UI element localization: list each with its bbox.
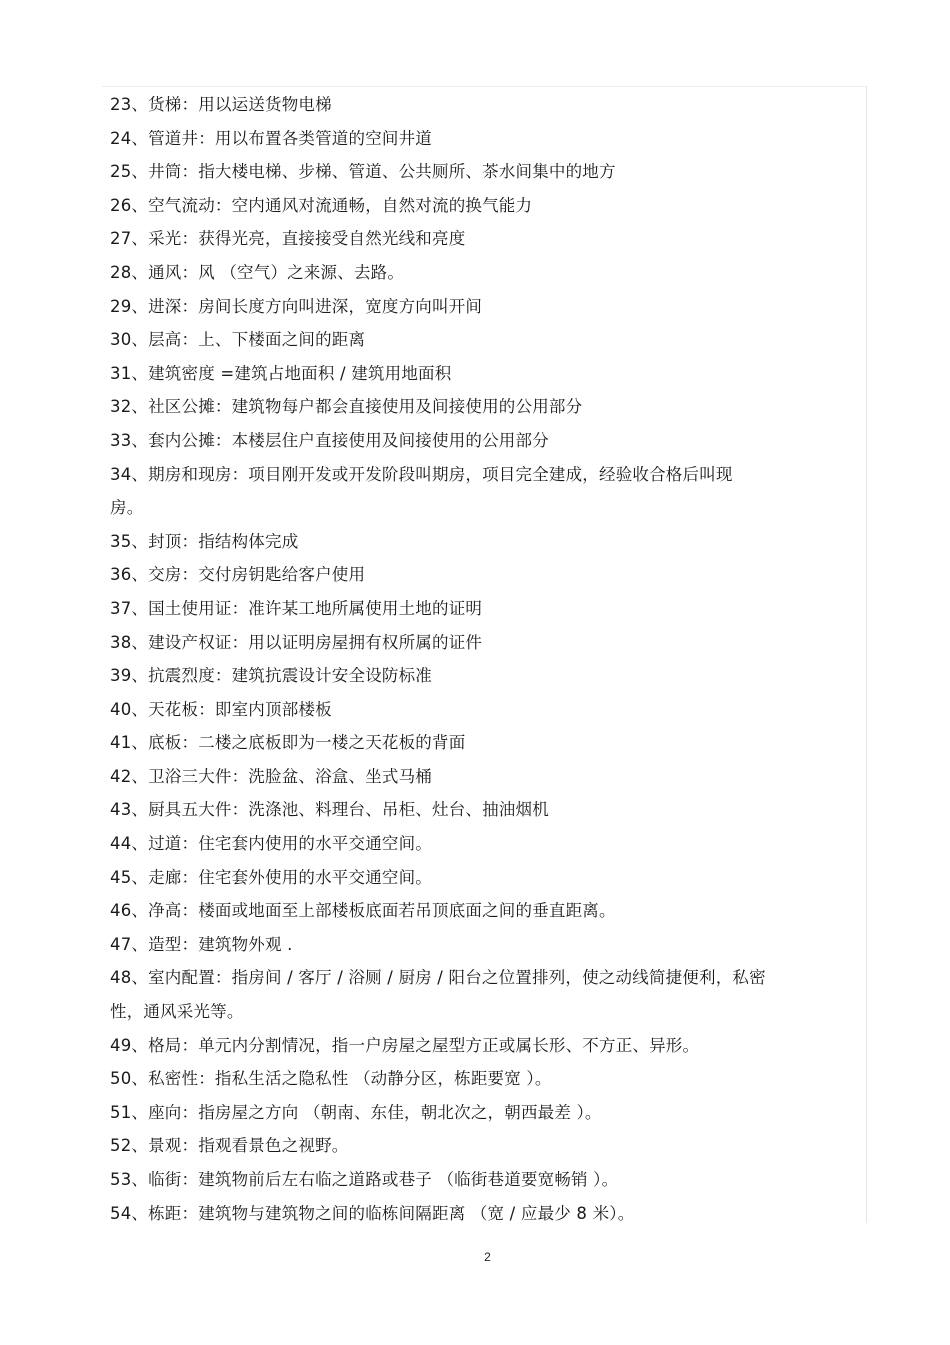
entry-39: 39、抗震烈度：建筑抗震设计安全设防标准 [110,666,432,686]
entry-42: 42、卫浴三大件：洗脸盆、浴盒、坐式马桶 [110,766,432,786]
entry-52: 52、景观：指观看景色之视野。 [110,1136,349,1156]
entry-49: 49、格局：单元内分割情况，指一户房屋之屋型方正或属长形、不方正、异形。 [110,1035,700,1055]
entry-43: 43、厨具五大件：洗涤池、料理台、吊柜、灶台、抽油烟机 [110,800,549,820]
document-body [110,88,850,1230]
entry-54: 54、栋距：建筑物与建筑物之间的临栋间隔距离 （宽 / 应最少 8 米）。 [110,1203,635,1223]
entry-27: 27、采光：获得光亮，直接接受自然光线和亮度 [110,229,466,249]
entry-29: 29、进深：房间长度方向叫进深，宽度方向叫开间 [110,296,483,316]
entry-45: 45、走廊：住宅套外使用的水平交通空间。 [110,867,432,887]
entry-51: 51、座向：指房屋之方向 （朝南、东佳，朝北次之，朝西最差 ）。 [110,1102,602,1122]
page-number: 2 [484,1250,491,1264]
entry-25: 25、井筒：指大楼电梯、步梯、管道、公共厕所、茶水间集中的地方 [110,162,616,182]
entry-33: 33、套内公摊：本楼层住户直接使用及间接使用的公用部分 [110,430,549,450]
entry-37: 37、国土使用证：准许某工地所属使用土地的证明 [110,598,483,618]
entry-38: 38、建设产权证：用以证明房屋拥有权所属的证件 [110,632,483,652]
entry-26: 26、空气流动：空内通风对流通畅，自然对流的换气能力 [110,195,533,215]
entry-23: 23、货梯：用以运送货物电梯 [110,95,332,114]
entry-31: 31、建筑密度 =建筑占地面积 / 建筑用地面积 [110,363,452,383]
entry-41: 41、底板：二楼之底板即为一楼之天花板的背面 [110,733,466,753]
entry-30: 30、层高：上、下楼面之间的距离 [110,330,366,350]
entry-46: 46、净高：楼面或地面至上部楼板底面若吊顶底面之间的垂直距离。 [110,901,616,921]
entry-28: 28、通风：风 （空气）之来源、去路。 [110,262,405,282]
entry-34: 34、期房和现房：项目刚开发或开发阶段叫期房，项目完全建成，经验收合格后叫现 [110,464,733,484]
entry-32: 32、社区公摊：建筑物每户都会直接使用及间接使用的公用部分 [110,397,583,417]
entry-50: 50、私密性：指私生活之隐私性 （动静分区，栋距要宽 ）。 [110,1069,552,1089]
entry-48-continued: 性，通风采光等。 [110,1002,244,1022]
entry-40: 40、天花板：即室内顶部楼板 [110,699,332,719]
entry-36: 36、交房：交付房钥匙给客户使用 [110,565,366,585]
entry-44: 44、过道：住宅套内使用的水平交通空间。 [110,834,432,854]
entry-35: 35、封顶：指结构体完成 [110,531,299,551]
entry-47: 47、造型：建筑物外观 . [110,934,293,954]
entry-34-continued: 房。 [110,498,144,518]
entry-53: 53、临街：建筑物前后左右临之道路或巷子 （临街巷道要宽畅销 ）。 [110,1170,619,1189]
entry-24: 24、管道井：用以布置各类管道的空间井道 [110,128,432,148]
entry-48: 48、室内配置：指房间 / 客厅 / 浴厕 / 厨房 / 阳台之位置排列，使之动线简捷便利，私密 [110,968,766,988]
